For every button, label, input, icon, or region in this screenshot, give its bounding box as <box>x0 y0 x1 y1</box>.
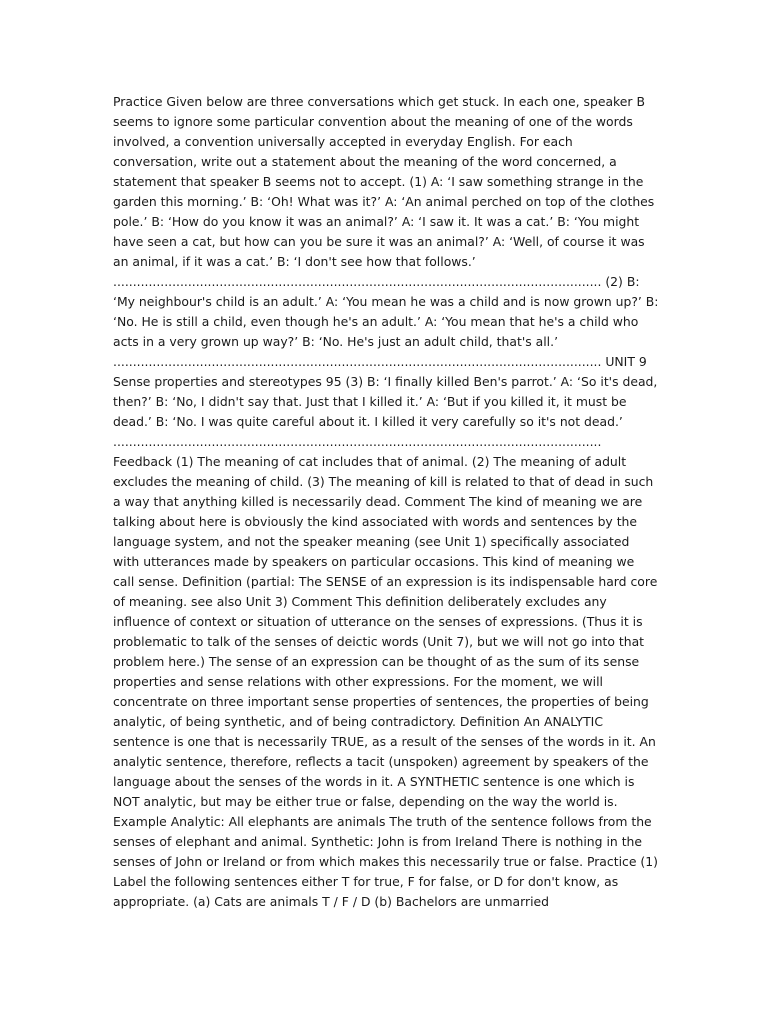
body-text: Practice Given below are three conversations which get stuck. In each one, speaker B seems to ignore some particular convention about the meaning of one of the words involved, a convention universally accepted in everyday English. For each conversation, write out a statement about the meaning of the word concerned, a statement that speaker B seems not to accept. (1) A: ‘I saw something strange in the garden this morning.’ B: ‘Oh! What was it?’ A: ‘An animal perched on top of the clothes pole.’ B: ‘How do you know it was an animal?’ A: ‘I saw it. It was a cat.’ B: ‘You might have seen a cat, but how can you be sure it was an animal?’ A: ‘Well, of course it was an animal, if it was a cat.’ B: ‘I don't see how that follows.’ ............................................................................................................................ (2) B: ‘My neighbour's child is an adult.’ A: ‘You mean he was a child and is now grown up?’ B: ‘No. He is still a child, even though he's an adult.’ A: ‘You mean that he's a child who acts in a very grown up way?’ B: ‘No. He's just an adult child, that's all.’ ............................................................................................................................ UNIT 9 Sense properties and stereotypes 95 (3) B: ‘I finally killed Ben's parrot.’ A: ‘So it's dead, then?’ B: ‘No, I didn't say that. Just that I killed it.’ A: ‘But if you killed it, it must be dead.’ B: ‘No. I was quite careful about it. I killed it very carefully so it's not dead.’ ............................................................................................................................ Feedback (1) The meaning of cat includes that of animal. (2) The meaning of adult excludes the meaning of child. (3) The meaning of kill is related to that of dead in such a way that anything killed is necessarily dead. Comment The kind of meaning we are talking about here is obviously the kind associated with words and sentences by the language system, and not the speaker meaning (see Unit 1) specifically associated with utterances made by speakers on particular occasions. This kind of meaning we call sense. Definition (partial: The SENSE of an expression is its indispensable hard core of meaning. see also Unit 3) Comment This definition deliberately excludes any influence of context or situation of utterance on the senses of expressions. (Thus it is problematic to talk of the senses of deictic words (Unit 7), but we will not go into that problem here.) The sense of an expression can be thought of as the sum of its sense properties and sense relations with other expressions. For the moment, we will concentrate on three important sense properties of sentences, the properties of being analytic, of being synthetic, and of being contradictory. Definition An ANALYTIC sentence is one that is necessarily TRUE, as a result of the senses of the words in it. An analytic sentence, therefore, reflects a tacit (unspoken) agreement by speakers of the language about the senses of the words in it. A SYNTHETIC sentence is one which is NOT analytic, but may be either true or false, depending on the way the world is. Example Analytic: All elephants are animals The truth of the sentence follows from the senses of elephant and animal. Synthetic: John is from Ireland There is nothing in the senses of John or Ireland or from which makes this necessarily true or false. Practice (1) Label the following sentences either T for true, F for false, or D for don't know, as appropriate. (a) Cats are animals T / F / D (b) Bachelors are unmarried <box>113 94 659 909</box>
